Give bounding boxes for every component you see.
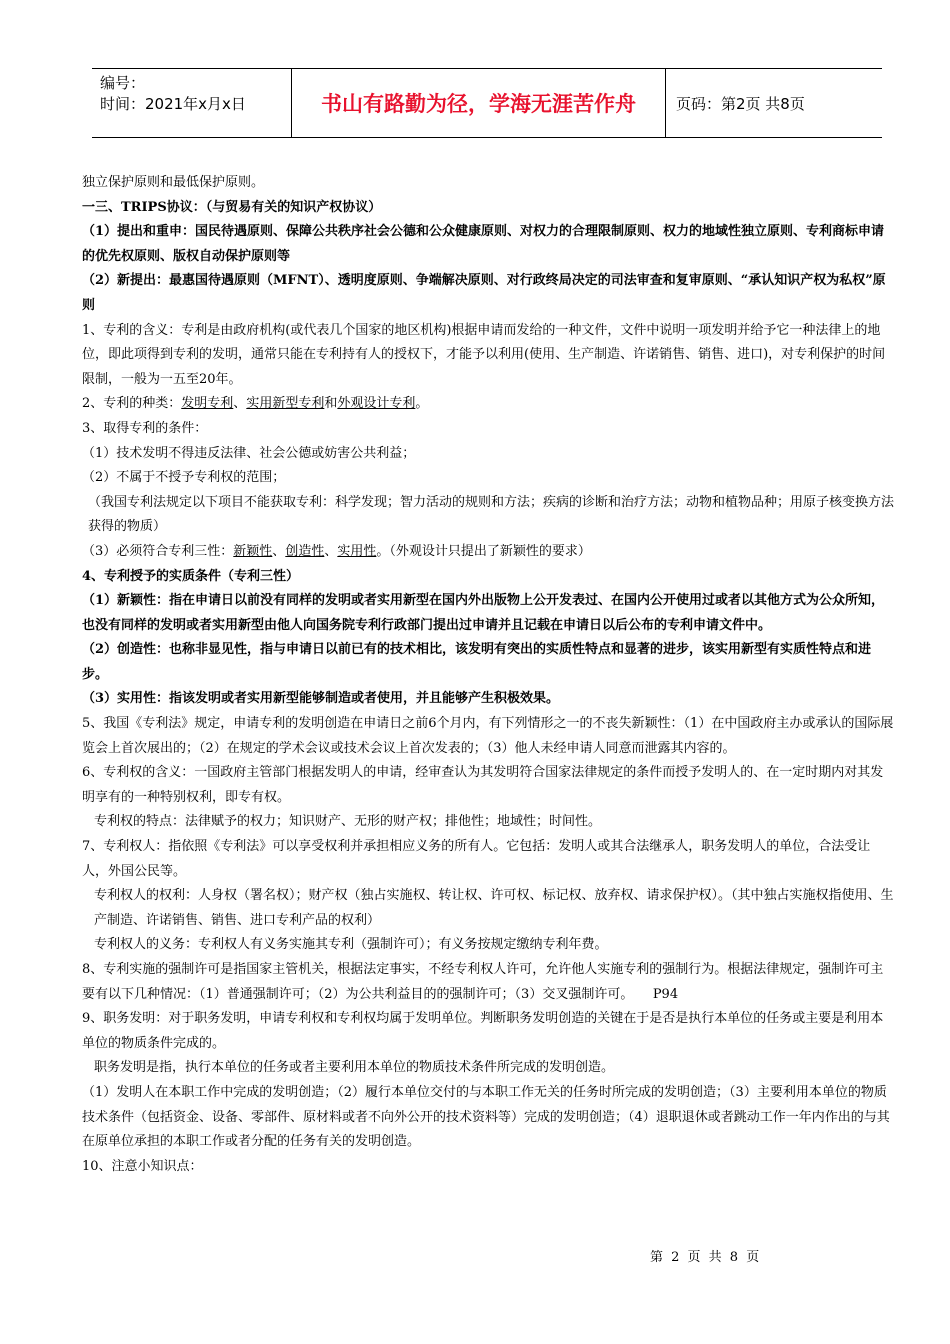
header-motto: 书山有路勤为径，学海无涯苦作舟	[292, 69, 666, 137]
paragraph: 8、专利实施的强制许可是指国家主管机关，根据法定事实，不经专利权人许可，允许他人实施专利的强制行为。根据法律规定，强制许可主要有以下几种情况：（1）普通强制许可；（2）为公共利益目的的强制许可；（3）交叉强制许可。 P94	[82, 962, 884, 1002]
paragraph: （2）不属于不授予专利权的范围；	[82, 470, 286, 486]
paragraph: （3）实用性：指该发明或者实用新型能够制造或者使用，并且能够产生积极效果。	[82, 691, 560, 707]
text: （3）必须符合专利三性：	[82, 543, 234, 559]
paragraph: （2）创造性：也称非显见性，指与申请日以前已有的技术相比，该发明有突出的实质性特点和显著的进步，该实用新型有实质性特点和进步。	[82, 642, 872, 682]
header-page-label: 页码：第2页 共8页	[676, 94, 805, 113]
document-body	[82, 171, 894, 1179]
text: 、	[324, 543, 338, 559]
paragraph: 1、专利的含义：专利是由政府机构(或代表几个国家的地区机构)根据申请而发给的一种文件，文件中说明一项发明并给予它一种法律上的地位，即此项得到专利的发明，通常只能在专利持有人的授权下，才能予以利用(使用、生产制造、许诺销售、销售、进口)，对专利保护的时间限制，一般为一五至20年。	[82, 322, 886, 387]
paragraph: （我国专利法规定以下项目不能获取专利：科学发现；智力活动的规则和方法；疾病的诊断和治疗方法；动物和植物品种；用原子核变换方法获得的物质）	[88, 494, 895, 535]
underlined-term: 发明专利	[181, 396, 234, 412]
paragraph: 6、专利权的含义：一国政府主管部门根据发明人的申请，经审查认为其发明符合国家法律规定的条件而授予发明人的、在一定时期内对其发明享有的一种特别权利，即专有权。	[82, 765, 884, 805]
paragraph: 7、专利权人：指依照《专利法》可以享受权利并承担相应义务的所有人。它包括：发明人或其合法继承人，职务发明人的单位，合法受让人，外国公民等。	[82, 839, 871, 879]
page-footer: 第 2 页 共 8 页	[650, 1250, 762, 1265]
underlined-term: 新颖性	[233, 543, 273, 559]
page-header	[92, 68, 882, 138]
text: 。	[415, 396, 429, 412]
paragraph: 10、注意小知识点：	[82, 1158, 203, 1174]
underlined-term: 实用新型专利	[246, 396, 325, 412]
paragraph: （1）发明人在本职工作中完成的发明创造；（2）履行本单位交付的与本职工作无关的任务时所完成的发明创造；（3）主要利用本单位的物质技术条件（包括资金、设备、零部件、原材料或者不向外公开的技术资料等）完成的发明创造；（4）退职退休或者跳动工作一年内作出的与其在原单位承担的本职工作或者分配的任务有关的发明创造。	[82, 1084, 890, 1150]
time-label: 时间：2021年x月x日	[100, 95, 246, 113]
paragraph: （1）提出和重申：国民待遇原则、保障公共秩序社会公德和公众健康原则、对权力的合理限制原则、权力的地域性独立原则、专利商标申请的优先权原则、版权自动保护原则等	[82, 224, 885, 264]
paragraph: （2）新提出：最惠国待遇原则（MFNT）、透明度原则、争端解决原则、对行政终局决定的司法审查和复审原则、“承认知识产权为私权”原则	[82, 273, 886, 313]
header-meta	[92, 69, 292, 137]
paragraph: 专利权人的义务：专利权人有义务实施其专利（强制许可）；有义务按规定缴纳专利年费。	[94, 937, 608, 953]
paragraph: 3、取得专利的条件：	[82, 420, 208, 436]
section-heading: 一三、TRIPS协议：（与贸易有关的知识产权协议）	[82, 199, 382, 215]
paragraph: 专利权人的权利：人身权（署名权）；财产权（独占实施权、转让权、许可权、标记权、放弃权、请求保护权）。（其中独占实施权指使用、生产制造、许诺销售、销售、进口专利产品的权利）	[94, 888, 894, 928]
paragraph: 9、职务发明：对于职务发明，申请专利权和专利权均属于发明单位。判断职务发明创造的关键在于是否是执行本单位的任务或主要是利用本单位的物质条件完成的。	[82, 1011, 884, 1051]
paragraph	[82, 392, 894, 417]
paragraph: 专利权的特点：法律赋予的权力；知识财产、无形的财产权；排他性；地域性；时间性。	[94, 814, 602, 830]
underlined-term: 实用性	[337, 543, 377, 559]
paragraph: 独立保护原则和最低保护原则。	[82, 175, 265, 190]
paragraph: （1）技术发明不得违反法律、社会公德或妨害公共利益；	[82, 445, 416, 461]
paragraph: 职务发明是指，执行本单位的任务或者主要利用本单位的物质技术条件所完成的发明创造。	[94, 1060, 615, 1076]
text: 。（外观设计只提出了新颖性的要求）	[376, 543, 591, 559]
underlined-term: 创造性	[285, 543, 325, 559]
paragraph: 5、我国《专利法》规定，申请专利的发明创造在申请日之前6个月内，有下列情形之一的不丧失新颖性：（1）在中国政府主办或承认的国际展览会上首次展出的；（2）在规定的学术会议或技术会议上首次发表的；（3）他人未经申请人同意而泄露其内容的。	[82, 716, 894, 756]
paragraph	[82, 540, 894, 565]
section-heading: 4、专利授予的实质条件（专利三性）	[82, 568, 300, 584]
text: 、	[233, 396, 247, 412]
number-label: 编号：	[100, 74, 146, 92]
text: 2、专利的种类：	[82, 396, 182, 412]
underlined-term: 外观设计专利	[337, 396, 416, 412]
text: 、	[272, 543, 286, 559]
text: 和	[324, 396, 338, 412]
paragraph: （1）新颖性：指在申请日以前没有同样的发明或者实用新型在国内外出版物上公开发表过、在国内公开使用过或者以其他方式为公众所知，也没有同样的发明或者实用新型由他人向国务院专利行政部门提出过申请并且记载在申请日以后公布的专利申请文件中。	[82, 593, 885, 633]
